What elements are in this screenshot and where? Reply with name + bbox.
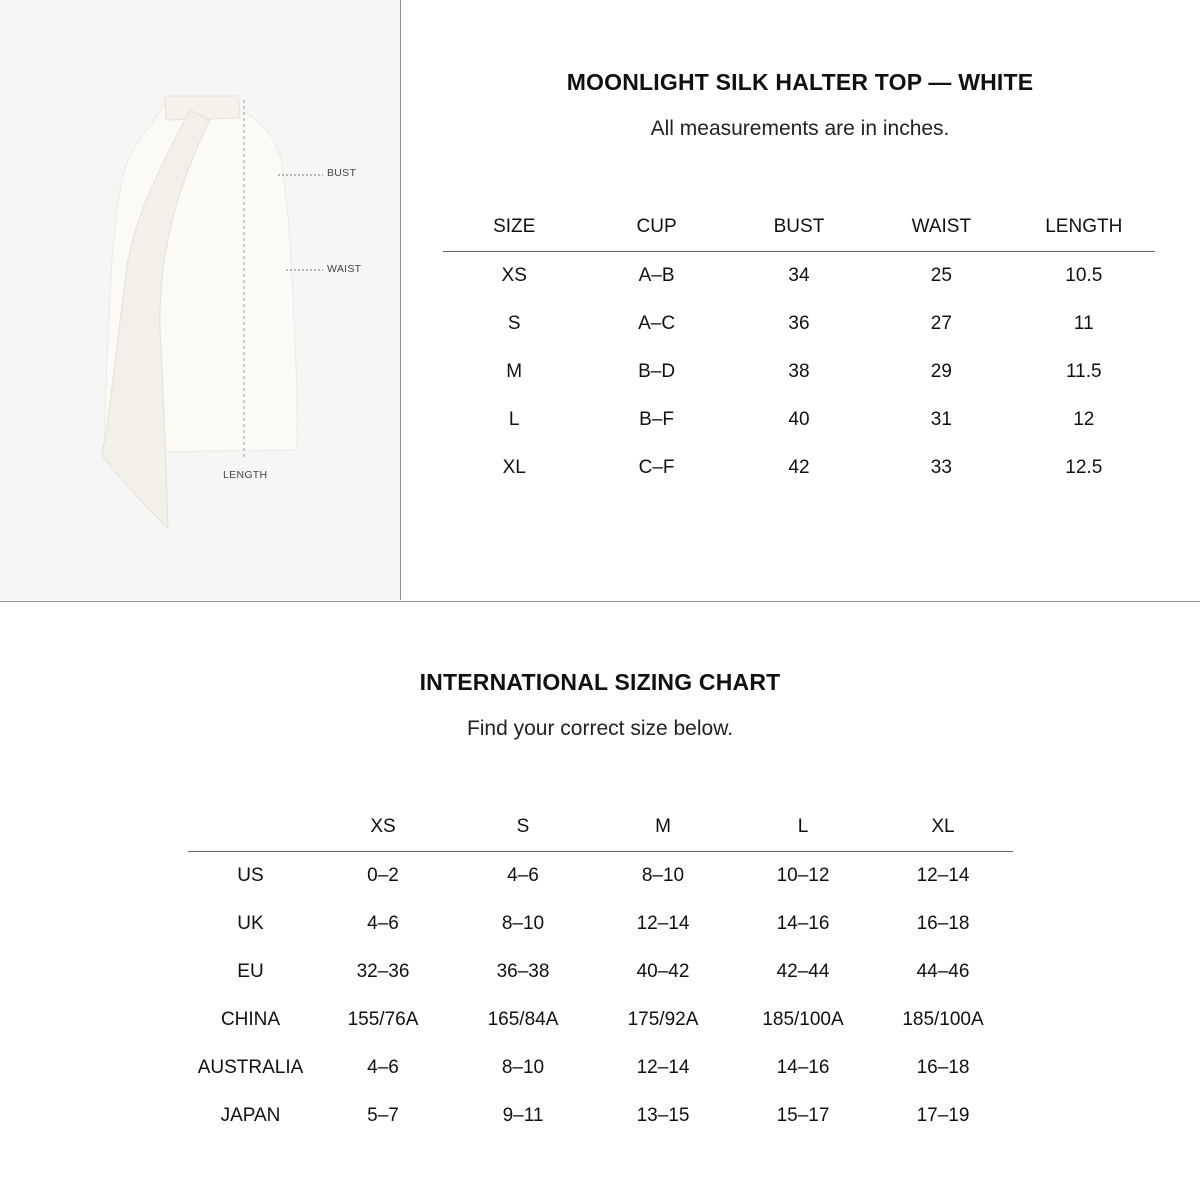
size-column-header: SIZE [493, 216, 536, 237]
table-cell: 33 [930, 457, 952, 478]
table-cell: 40–42 [636, 961, 690, 982]
table-cell: 36 [788, 313, 810, 334]
bust-label: BUST [327, 167, 357, 179]
table-cell: B–D [638, 361, 676, 382]
length-column-header: LENGTH [1045, 216, 1123, 237]
international-header-row [188, 803, 1013, 852]
bust-column-header: BUST [773, 216, 825, 237]
region-cell: AUSTRALIA [197, 1057, 304, 1078]
table-cell: 12–14 [636, 913, 690, 934]
measurement-note: All measurements are in inches. [650, 117, 950, 140]
table-cell: 17–19 [916, 1105, 970, 1126]
size-table-header-row [443, 203, 1155, 252]
table-cell: 25 [930, 265, 952, 286]
table-row [188, 900, 1013, 948]
table-cell: 34 [788, 265, 810, 286]
region-cell: UK [237, 913, 264, 934]
garment-image-panel [0, 0, 401, 600]
table-row [188, 1044, 1013, 1092]
product-title: MOONLIGHT SILK HALTER TOP — WHITE [566, 69, 1034, 95]
table-cell: 36–38 [496, 961, 550, 982]
m-column-header: M [655, 816, 671, 837]
table-cell: 4–6 [367, 1057, 399, 1078]
table-cell: 16–18 [916, 1057, 970, 1078]
table-cell: 8–10 [501, 1057, 545, 1078]
waist-column-header: WAIST [911, 216, 972, 237]
s-column-header: S [516, 816, 530, 837]
table-cell: B–F [639, 409, 675, 430]
table-cell: 38 [788, 361, 810, 382]
table-cell: A–C [638, 313, 676, 334]
table-cell: A–B [638, 265, 675, 286]
table-cell: 42 [788, 457, 810, 478]
table-cell: 12 [1073, 409, 1095, 430]
region-cell: JAPAN [220, 1105, 281, 1126]
table-cell: 8–10 [501, 913, 545, 934]
table-cell: 44–46 [916, 961, 970, 982]
table-row [443, 348, 1155, 396]
table-row [188, 948, 1013, 996]
table-cell: 185/100A [902, 1009, 984, 1030]
table-row [443, 444, 1155, 492]
table-cell: 14–16 [776, 913, 830, 934]
xl-column-header: XL [931, 816, 955, 837]
table-cell: 175/92A [627, 1009, 699, 1030]
cup-column-header: CUP [636, 216, 677, 237]
table-cell: XS [501, 265, 527, 286]
table-cell: 0–2 [367, 865, 399, 886]
table-cell: 42–44 [776, 961, 830, 982]
length-label: LENGTH [223, 469, 268, 481]
table-cell: 13–15 [636, 1105, 690, 1126]
region-cell: EU [237, 961, 264, 982]
table-row [188, 996, 1013, 1044]
table-row [188, 1092, 1013, 1140]
waist-label: WAIST [327, 263, 362, 275]
table-cell: S [507, 313, 521, 334]
table-cell: 15–17 [776, 1105, 830, 1126]
table-cell: 4–6 [367, 913, 399, 934]
garment-illustration [0, 0, 400, 600]
table-cell: 12–14 [636, 1057, 690, 1078]
size-table [443, 203, 1155, 492]
table-row [443, 300, 1155, 348]
table-cell: 5–7 [367, 1105, 399, 1126]
table-cell: 11.5 [1065, 361, 1102, 382]
table-cell: L [508, 409, 520, 430]
table-cell: C–F [638, 457, 675, 478]
table-cell: 14–16 [776, 1057, 830, 1078]
table-cell: 12.5 [1065, 457, 1103, 478]
region-column-header [188, 803, 313, 852]
table-row [443, 252, 1155, 301]
table-cell: 155/76A [347, 1009, 419, 1030]
table-cell: 11 [1073, 313, 1094, 334]
table-cell: 10–12 [776, 865, 830, 886]
table-cell: 9–11 [502, 1105, 544, 1126]
table-cell: M [506, 361, 523, 382]
table-row [443, 396, 1155, 444]
table-cell: 12–14 [916, 865, 970, 886]
l-column-header: L [797, 816, 809, 837]
table-cell: 16–18 [916, 913, 970, 934]
table-cell: 40 [788, 409, 810, 430]
table-cell: 32–36 [356, 961, 410, 982]
table-row [188, 852, 1013, 901]
table-cell: 29 [930, 361, 952, 382]
international-chart-title: INTERNATIONAL SIZING CHART [419, 669, 781, 695]
table-cell: 185/100A [762, 1009, 844, 1030]
table-cell: 4–6 [507, 865, 539, 886]
international-size-table [188, 803, 1013, 1140]
region-cell: US [237, 865, 264, 886]
table-cell: 27 [930, 313, 952, 334]
table-cell: 8–10 [641, 865, 685, 886]
international-chart-subtitle: Find your correct size below. [466, 717, 734, 740]
table-cell: XL [502, 457, 526, 478]
region-cell: CHINA [220, 1009, 281, 1030]
table-cell: 31 [930, 409, 952, 430]
xs-column-header: XS [370, 816, 396, 837]
table-cell: 165/84A [487, 1009, 559, 1030]
table-cell: 10.5 [1065, 265, 1103, 286]
